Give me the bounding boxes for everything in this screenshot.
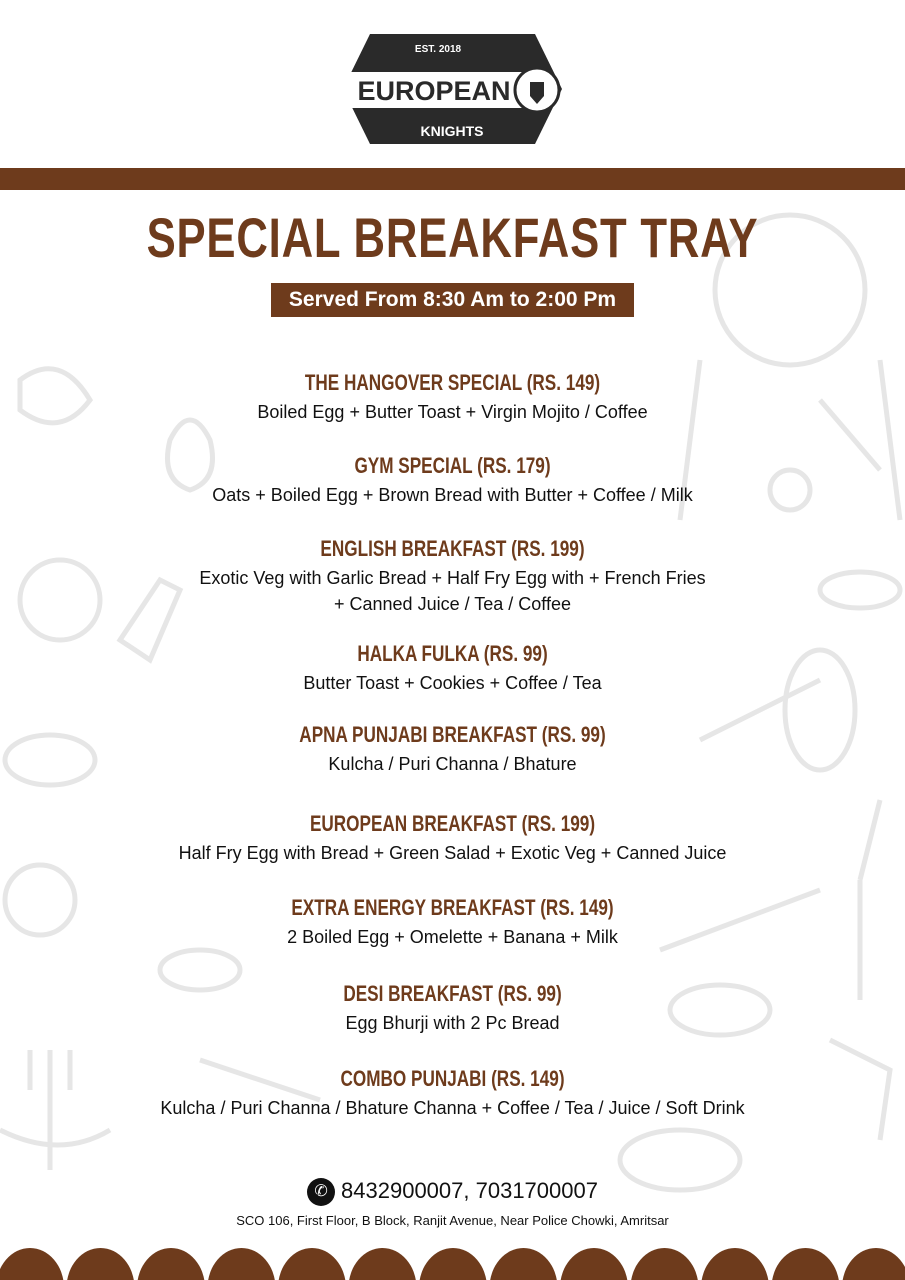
- scallop: [137, 1248, 205, 1280]
- item-desc: 2 Boiled Egg + Omelette + Banana + Milk: [287, 927, 618, 947]
- scallop: [842, 1248, 905, 1280]
- item-name: EUROPEAN BREAKFAST (RS. 199): [309, 811, 596, 836]
- item-name: HALKA FULKA (RS. 99): [357, 641, 548, 666]
- item-name: THE HANGOVER SPECIAL (RS. 149): [304, 370, 601, 395]
- scallop: [772, 1248, 840, 1280]
- item-name: COMBO PUNJABI (RS. 149): [340, 1066, 565, 1091]
- item-name: GYM SPECIAL (RS. 179): [354, 453, 551, 478]
- item-name: EXTRA ENERGY BREAKFAST (RS. 149): [291, 895, 614, 920]
- scallop: [419, 1248, 487, 1280]
- menu-item: [0, 537, 905, 617]
- item-name: ENGLISH BREAKFAST (RS. 199): [320, 536, 585, 561]
- logo-est: EST. 2018: [414, 44, 462, 55]
- logo-name: EUROPEAN: [357, 76, 511, 106]
- scallop: [67, 1248, 135, 1280]
- scallop: [631, 1248, 699, 1280]
- phone-line: [0, 1178, 905, 1206]
- menu-item: [0, 371, 905, 425]
- item-desc: Oats + Boiled Egg + Brown Bread with Butter + Coffee / Milk: [212, 485, 693, 505]
- page-title: SPECIAL BREAKFAST TRAY: [146, 206, 759, 269]
- menu-item: [0, 454, 905, 508]
- item-name: APNA PUNJABI BREAKFAST (RS. 99): [299, 722, 606, 747]
- header-divider-bar: [0, 168, 905, 190]
- address: SCO 106, First Floor, B Block, Ranjit Avenue, Near Police Chowki, Amritsar: [236, 1213, 669, 1228]
- scallop: [0, 1248, 64, 1280]
- menu-item: [0, 723, 905, 777]
- scallop: [701, 1248, 769, 1280]
- scallop-border: [0, 1248, 905, 1280]
- served-hours-badge: Served From 8:30 Am to 2:00 Pm: [271, 283, 634, 317]
- item-desc: Half Fry Egg with Bread + Green Salad + Exotic Veg + Canned Juice: [178, 843, 727, 863]
- item-desc: Boiled Egg + Butter Toast + Virgin Mojito / Coffee: [257, 402, 648, 422]
- item-desc: Egg Bhurji with 2 Pc Bread: [345, 1013, 560, 1033]
- logo-sub: KNIGHTS: [420, 123, 484, 139]
- european-knights-logo: [340, 24, 565, 154]
- scallop: [208, 1248, 276, 1280]
- scallop: [490, 1248, 558, 1280]
- item-name: DESI BREAKFAST (RS. 99): [343, 981, 562, 1006]
- menu-item: [0, 812, 905, 866]
- scallop: [349, 1248, 417, 1280]
- menu-item: [0, 982, 905, 1036]
- item-desc: Kulcha / Puri Channa / Bhature Channa + Coffee / Tea / Juice / Soft Drink: [160, 1098, 745, 1118]
- scallop: [278, 1248, 346, 1280]
- menu-item: [0, 896, 905, 950]
- item-desc: Exotic Veg with Garlic Bread + Half Fry Egg with + French Fries: [199, 568, 706, 588]
- scallop: [560, 1248, 628, 1280]
- item-desc-line2: + Canned Juice / Tea / Coffee: [334, 594, 571, 614]
- item-desc: Kulcha / Puri Channa / Bhature: [328, 754, 577, 774]
- phone-numbers[interactable]: 8432900007, 7031700007: [341, 1178, 598, 1203]
- menu-item: [0, 642, 905, 696]
- menu-item: [0, 1067, 905, 1121]
- item-desc: Butter Toast + Cookies + Coffee / Tea: [303, 673, 602, 693]
- phone-icon: ✆: [307, 1178, 335, 1206]
